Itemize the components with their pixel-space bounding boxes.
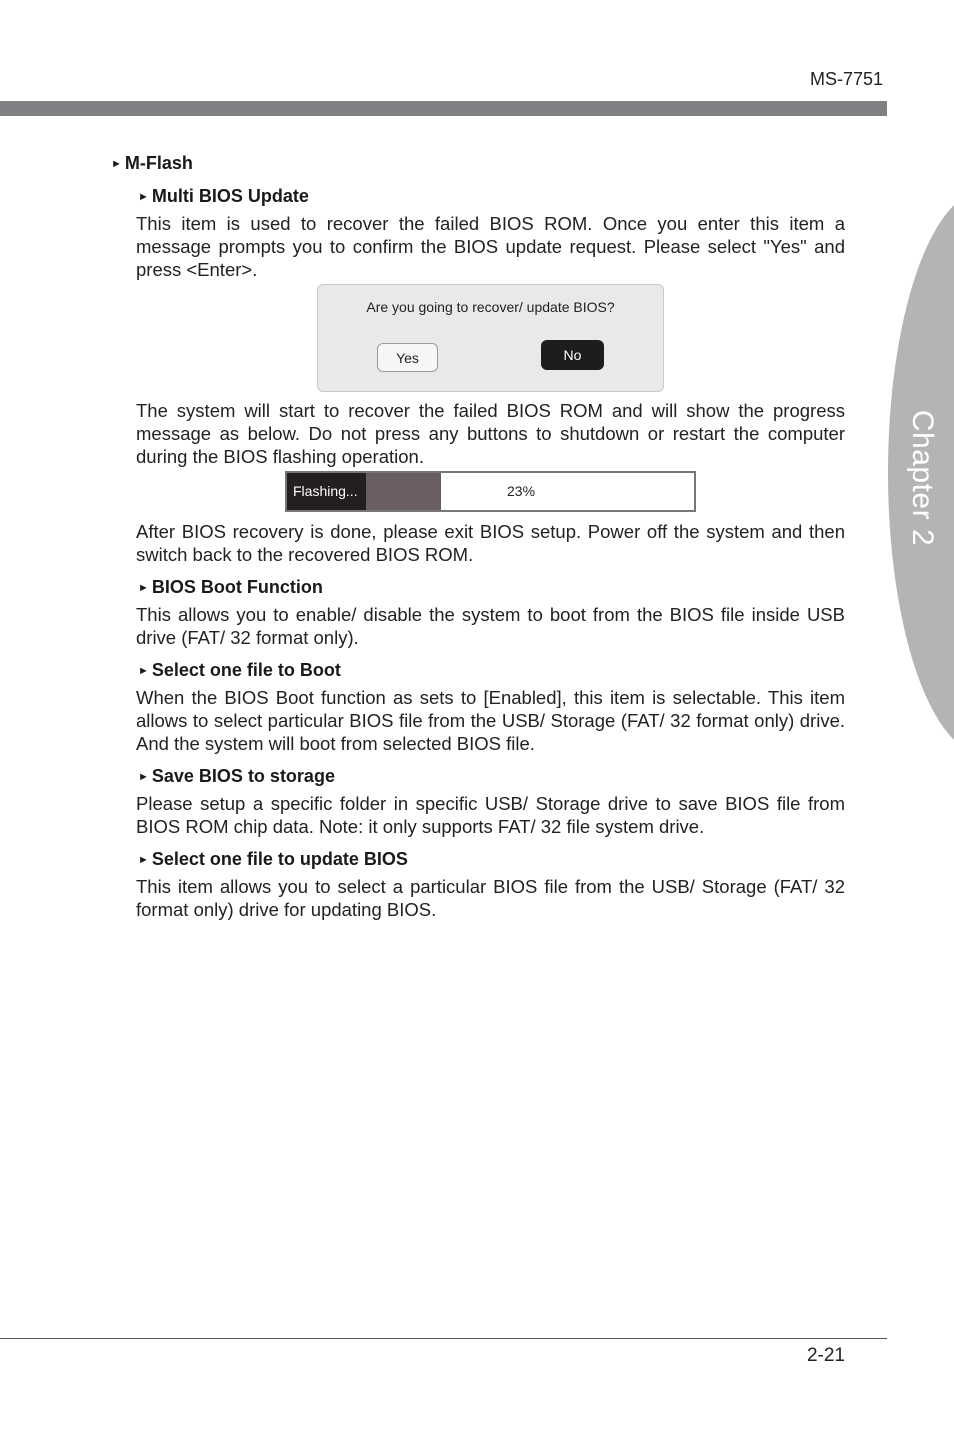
heading-text: Multi BIOS Update [151,186,309,206]
model-number: MS-7751 [809,69,883,89]
paragraph-bios-boot-function: This allows you to enable/ disable the system to boot from the BIOS file inside USB drive (FAT/ 32 format only). [136,604,845,648]
progress-fill [366,473,441,510]
no-button[interactable]: No [541,340,604,370]
confirm-dialog [317,284,664,392]
paragraph-multi-bios-2: The system will start to recover the failed BIOS ROM and will show the progress message as below. Do not press any buttons to shutdown or restart the computer during the BIOS flashing operation. [136,400,845,467]
triangle-bullet-icon: ► [138,771,149,783]
heading-select-file-boot [138,660,341,681]
heading-text: Save BIOS to storage [151,766,335,786]
heading-text: M-Flash [124,153,193,173]
flash-progress-bar [285,471,696,512]
triangle-bullet-icon: ► [138,582,149,594]
page-number: 2-21 [806,1345,845,1366]
progress-label: Flashing... [287,473,366,510]
heading-select-file-update [138,849,408,870]
header-bar [0,101,887,116]
footer-rule [0,1338,887,1339]
paragraph-select-file-boot: When the BIOS Boot function as sets to [Enabled], this item is selectable. This item allows to select particular BIOS file from the USB/ Storage (FAT/ 32 format only) drive. And the system will boot from selected BIOS file. [136,687,845,754]
paragraph-select-file-update: This item allows you to select a particular BIOS file from the USB/ Storage (FAT/ 32 format only) drive for updating BIOS. [136,876,845,920]
triangle-bullet-icon: ► [111,158,122,170]
dialog-question: Are you going to recover/ update BIOS? [366,299,615,315]
yes-button[interactable]: Yes [377,343,438,372]
paragraph-multi-bios-1: This item is used to recover the failed BIOS ROM. Once you enter this item a message prompts you to confirm the BIOS update request. Please select "Yes" and press <Enter>. [136,213,845,280]
heading-m-flash [111,153,193,174]
chapter-tab-label: Chapter 2 [906,409,939,547]
heading-text: Select one file to update BIOS [151,849,408,869]
progress-percent: 23% [507,483,536,499]
heading-multi-bios-update [138,186,309,207]
paragraph-save-bios-storage: Please setup a specific folder in specific USB/ Storage drive to save BIOS file from BIOS ROM chip data. Note: it only supports FAT/ 32 file system drive. [136,793,845,837]
triangle-bullet-icon: ► [138,665,149,677]
heading-text: Select one file to Boot [151,660,341,680]
triangle-bullet-icon: ► [138,191,149,203]
heading-save-bios-storage [138,766,335,787]
heading-bios-boot-function [138,577,323,598]
paragraph-multi-bios-3: After BIOS recovery is done, please exit BIOS setup. Power off the system and then switch back to the recovered BIOS ROM. [136,521,845,565]
heading-text: BIOS Boot Function [151,577,323,597]
triangle-bullet-icon: ► [138,854,149,866]
